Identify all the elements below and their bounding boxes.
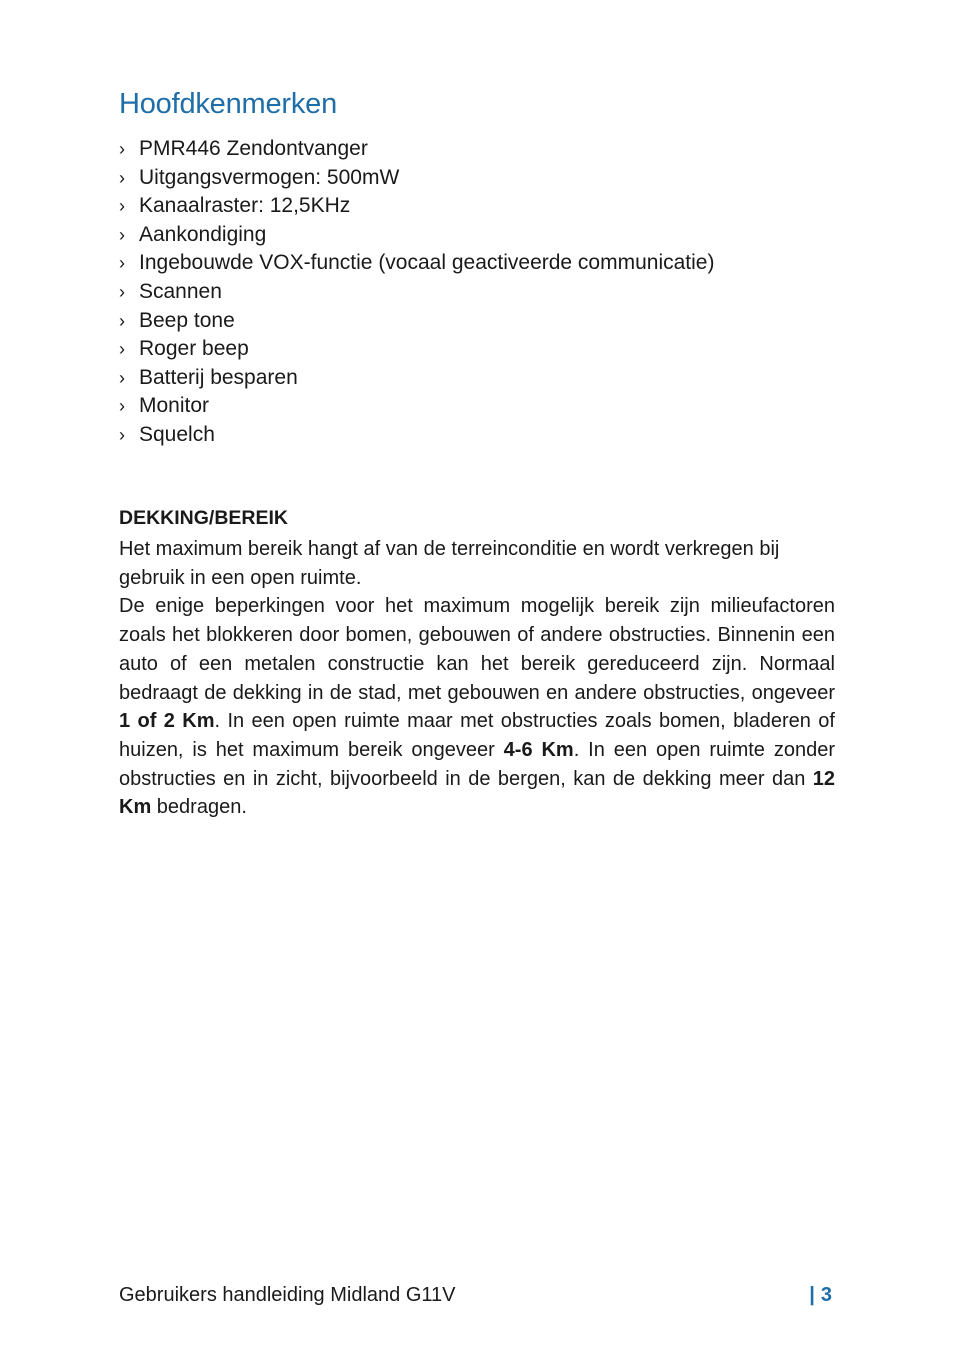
footer-separator: | xyxy=(809,1284,815,1306)
section-heading: DEKKING/BEREIK xyxy=(119,507,289,529)
range-open-obstructed-value: 4-6 Km xyxy=(503,738,574,761)
feature-label: Beep tone xyxy=(139,308,235,332)
chevron-right-icon: › xyxy=(119,139,125,159)
paragraph-text: . In een open ruimte maar met obstructies zoals bomen, bladeren of huizen, is het maximum bereik ongeveer xyxy=(119,710,835,761)
feature-label: Squelch xyxy=(139,422,215,446)
range-city-value: 1 of 2 Km xyxy=(119,710,215,733)
feature-label: Monitor xyxy=(139,394,210,418)
list-item xyxy=(119,364,714,393)
footer-manual-title: Gebruikers handleiding Midland G11V xyxy=(119,1284,456,1306)
list-item xyxy=(119,221,714,250)
chevron-right-icon: › xyxy=(119,281,125,302)
chevron-right-icon: › xyxy=(119,424,125,445)
feature-label: Scannen xyxy=(139,279,222,303)
list-item xyxy=(119,164,714,193)
paragraph-text: De enige beperkingen voor het maximum mogelijk bereik zijn milieufactoren zoals het blokkeren door bomen, gebouwen of andere obstructies. Binnenin een auto of een metalen constructie kan het bereik gereduceerd zijn. Normaal bedraagt de dekking in de stad, met gebouwen en andere obstructies, ongeveer xyxy=(119,595,835,704)
chevron-right-icon: › xyxy=(119,167,125,188)
list-item xyxy=(119,278,714,307)
page-number xyxy=(809,1284,832,1307)
chevron-right-icon: › xyxy=(119,367,125,388)
feature-label: Kanaalraster: 12,5KHz xyxy=(139,194,351,218)
page-number-value: 3 xyxy=(820,1284,832,1306)
list-item xyxy=(119,307,714,336)
paragraph-text: bedragen. xyxy=(151,796,247,819)
section-body xyxy=(119,535,835,822)
feature-label: Roger beep xyxy=(139,337,249,361)
paragraph-range-limitations xyxy=(119,592,835,822)
features-list xyxy=(119,135,714,450)
range-open-clear-value: 12 Km xyxy=(119,767,835,819)
chevron-right-icon: › xyxy=(119,196,125,217)
paragraph-text: . In een open ruimte zonder obstructies en in zicht, bijvoorbeeld in de bergen, kan de dekking meer dan xyxy=(119,738,835,790)
list-item xyxy=(119,392,714,421)
list-item xyxy=(119,192,714,221)
feature-label: Ingebouwde VOX-functie (vocaal geactiveerde communicatie) xyxy=(139,251,715,275)
feature-label: Aankondiging xyxy=(139,222,267,246)
feature-label: Batterij besparen xyxy=(139,365,298,389)
page-title: Hoofdkenmerken xyxy=(119,88,338,120)
feature-label: PMR446 Zendontvanger xyxy=(139,137,368,160)
feature-label: Uitgangsvermogen: 500mW xyxy=(139,165,400,189)
list-item xyxy=(119,335,714,364)
list-item xyxy=(119,249,714,278)
chevron-right-icon: › xyxy=(119,253,125,274)
chevron-right-icon: › xyxy=(119,224,125,245)
paragraph-range-conditions: Het maximum bereik hangt af van de terreinconditie en wordt verkregen bij gebruik in een open ruimte. xyxy=(119,538,780,589)
chevron-right-icon: › xyxy=(119,310,125,331)
chevron-right-icon: › xyxy=(119,396,125,417)
list-item xyxy=(119,135,714,164)
chevron-right-icon: › xyxy=(119,339,125,360)
list-item xyxy=(119,421,714,450)
